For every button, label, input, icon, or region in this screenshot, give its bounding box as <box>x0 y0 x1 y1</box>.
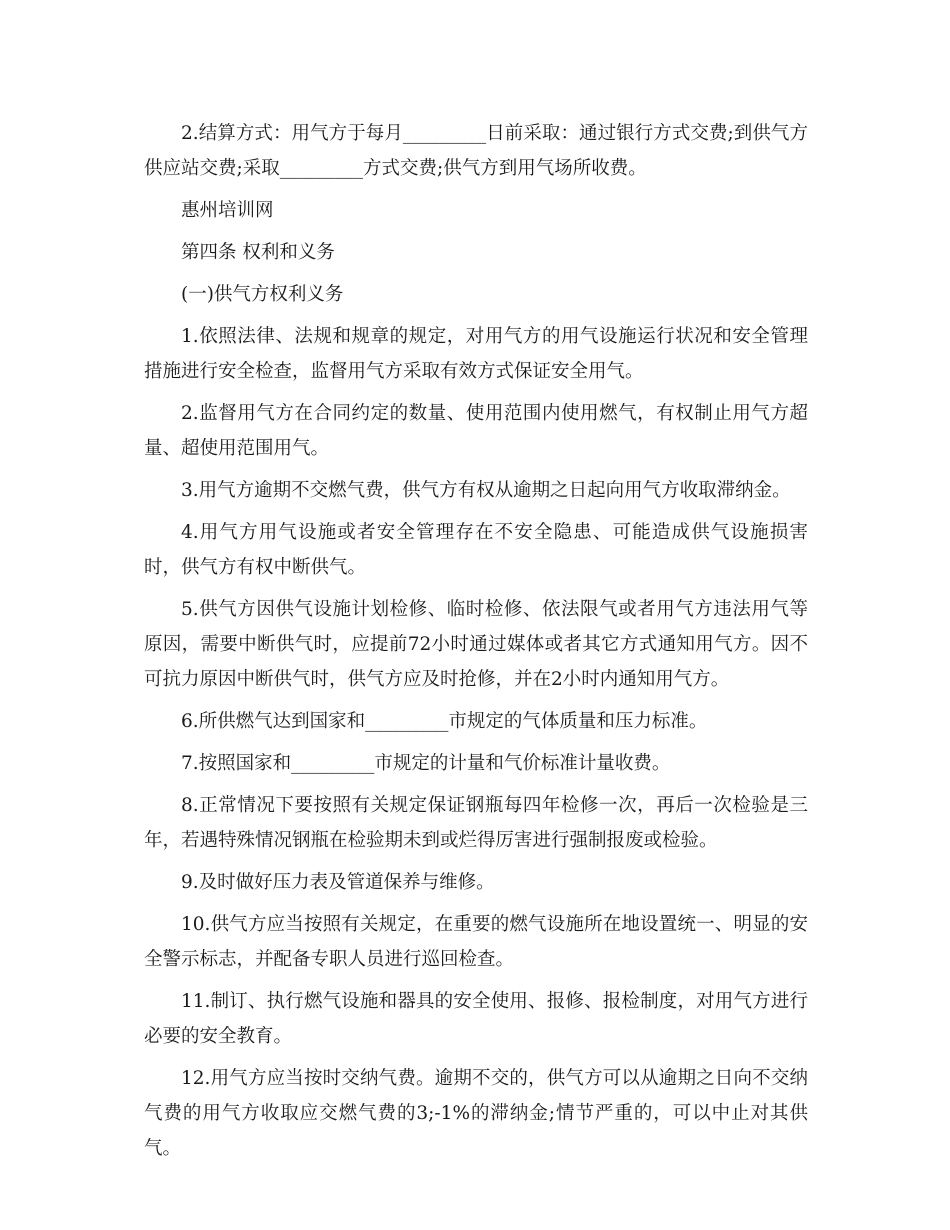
clause-10: 10.供气方应当按照有关规定，在重要的燃气设施所在地设置统一、明显的安全警示标志，并配备专职人员进行巡回检查。 <box>144 914 808 970</box>
document-page <box>144 116 808 1173</box>
clause-3: 3.用气方逾期不交燃气费，供气方有权从逾期之日起向用气方收取滞纳金。 <box>181 480 791 501</box>
clause-8: 8.正常情况下要按照有关规定保证钢瓶每四年检修一次，再后一次检验是三年，若遇特殊情况钢瓶在检验期未到或烂得厉害进行强制报废或检验。 <box>144 795 808 851</box>
section-heading: (一)供气方权利义务 <box>181 284 344 305</box>
clause-12: 12.用气方应当按时交纳气费。逾期不交的，供气方可以从逾期之日向不交纳气费的用气方收取应交燃气费的3;-1%的滞纳金;情节严重的，可以中止对其供气。 <box>144 1068 808 1159</box>
clause-7: 7.按照国家和_________市规定的计量和气价标准计量收费。 <box>181 753 671 774</box>
source-note: 惠州培训网 <box>181 200 274 221</box>
clause-9: 9.及时做好压力表及管道保养与维修。 <box>181 872 495 893</box>
clause-5: 5.供气方因供气设施计划检修、临时检修、依法限气或者用气方违法用气等原因，需要中断供气时，应提前72小时通过媒体或者其它方式通知用气方。因不可抗力原因中断供气时，供气方应及时抢修，并在2小时内通知用气方。 <box>144 599 808 690</box>
clause-2: 2.监督用气方在合同约定的数量、使用范围内使用燃气，有权制止用气方超量、超使用范围用气。 <box>144 403 808 459</box>
clause-1: 1.依照法律、法规和规章的规定，对用气方的用气设施运行状况和安全管理措施进行安全检查，监督用气方采取有效方式保证安全用气。 <box>144 326 808 382</box>
clause-6: 6.所供燃气达到国家和_________市规定的气体质量和压力标准。 <box>181 711 708 732</box>
clause-4: 4.用气方用气设施或者安全管理存在不安全隐患、可能造成供气设施损害时，供气方有权中断供气。 <box>144 522 808 578</box>
article-heading: 第四条 权利和义务 <box>181 242 335 263</box>
settlement-method-paragraph: 2.结算方式：用气方于每月_________日前采取：通过银行方式交费;到供气方供应站交费;采取_________方式交费;供气方到用气场所收费。 <box>144 123 808 179</box>
clause-11: 11.制订、执行燃气设施和器具的安全使用、报修、报检制度，对用气方进行必要的安全教育。 <box>144 991 808 1047</box>
